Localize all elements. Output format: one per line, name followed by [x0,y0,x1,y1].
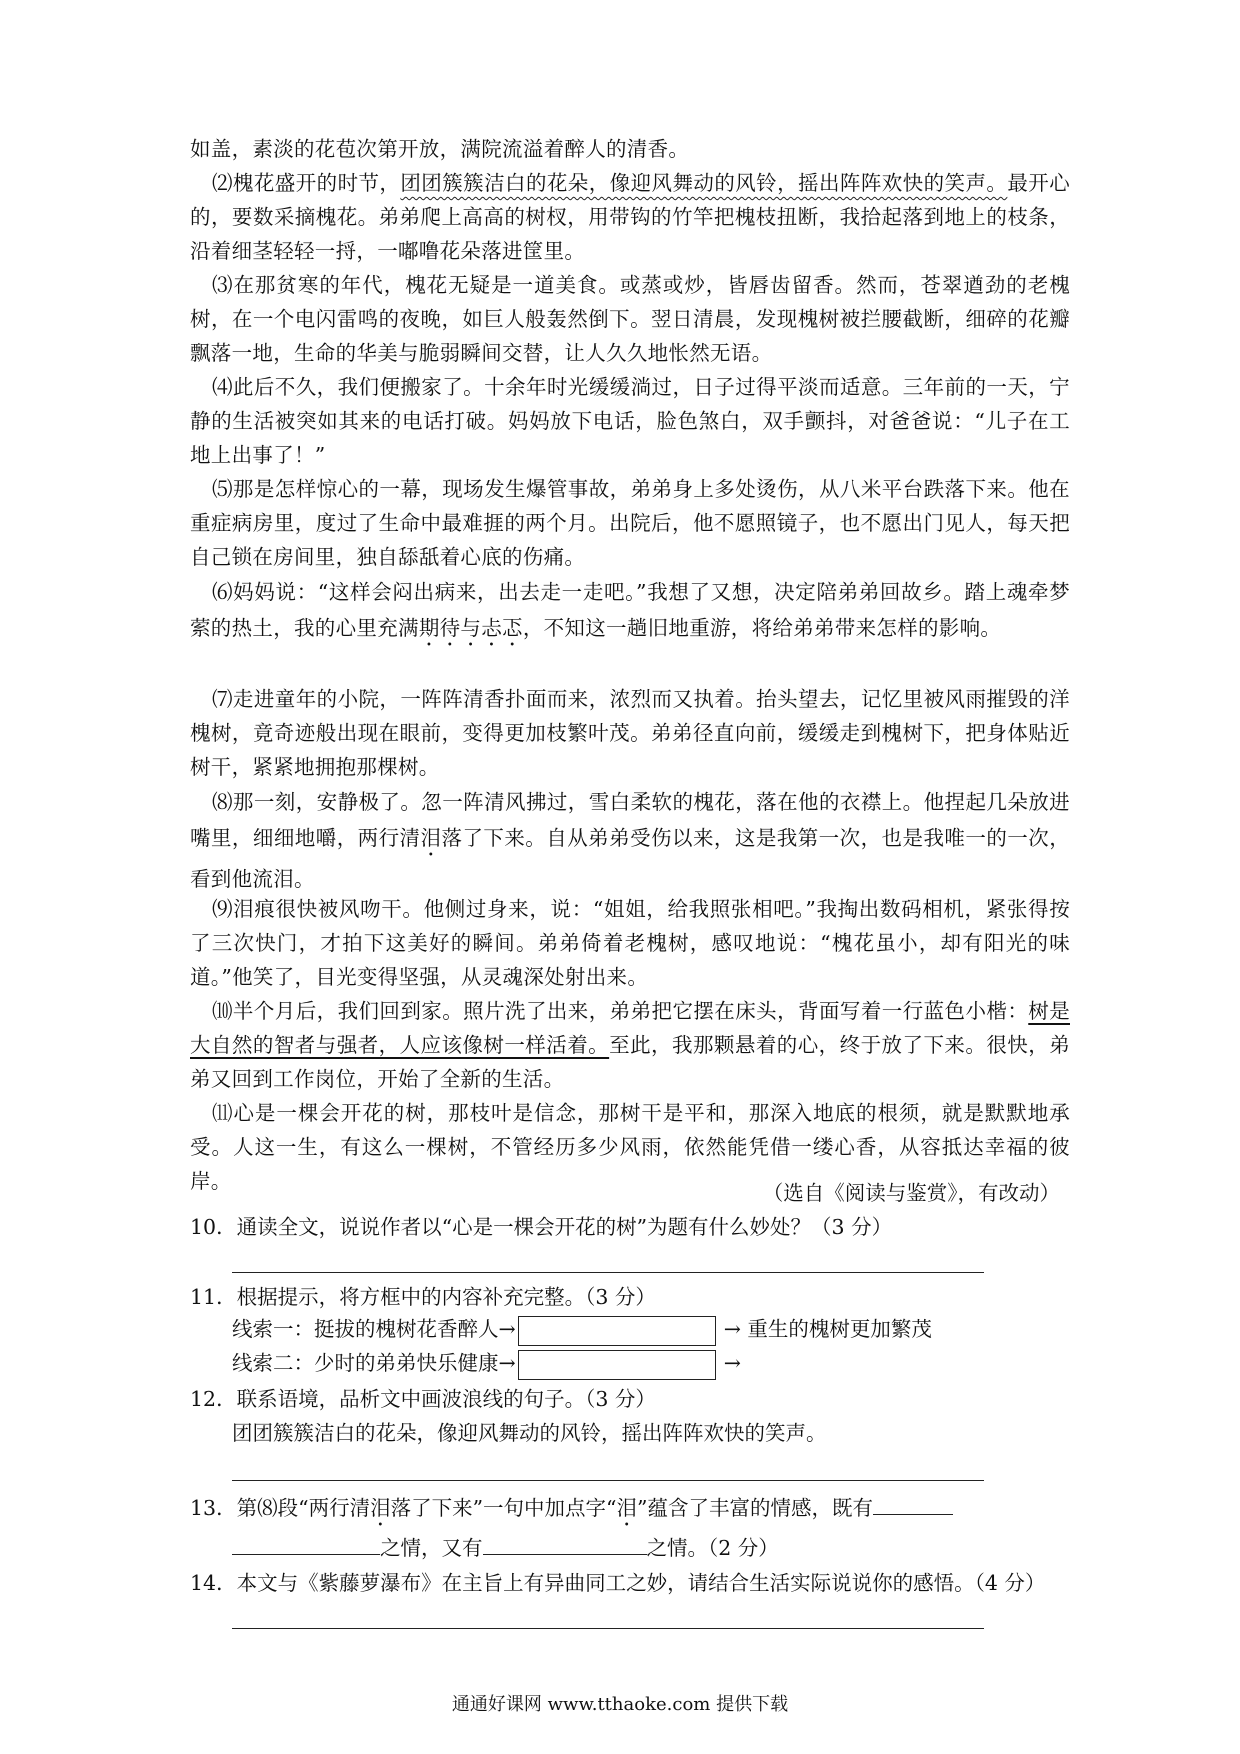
arrow-icon: → [723,1317,741,1341]
dotted-character: 泪 [370,1496,391,1520]
paragraph-11-text: ⑾心是一棵会开花的树，那枝叶是信念，那树干是平和，那深入地底的根须，就是默默地承受。人这一生，有这么一棵树，不管经历多少风雨，依然能凭借一缕心香，从容抵达幸福的彼岸。 [190,1101,1070,1193]
paragraph-4 [190,370,1070,472]
question-13-part-c: ”蕴含了丰富的情感，既有 [637,1496,874,1520]
answer-blank-1b[interactable] [232,1530,380,1555]
clue-2-label: 线索二：少时的弟弟快乐健康 [232,1351,499,1375]
answer-line-14[interactable] [232,1628,984,1629]
paragraph-8-rest: 落了下来。自从弟弟受伤以来，这是我第一次，也是我唯一的一次，看到他流泪。 [190,826,1070,891]
answer-blank-1a[interactable] [873,1490,953,1515]
question-13-part-b: 落了下来”一句中加点字“ [390,1496,617,1520]
paragraph-1-text: 如盖，素淡的花苞次第开放，满院流溢着醉人的清香。 [190,137,690,161]
paragraph-9-text: ⑼泪痕很快被风吻干。他侧过身来，说：“姐姐，给我照张相吧。”我掏出数码相机，紧张得按了三次快门，才拍下这美好的瞬间。弟弟倚着老槐树，感叹地说：“槐花虽小，却有阳光的味道。”他笑了，目光变得坚强，从灵魂深处射出来。 [190,897,1070,989]
clue-2-row [232,1346,741,1380]
paragraph-10-rest: 至此，我那颗悬着的心，终于放了下来。很快，弟弟又回到工作岗位，开始了全新的生活。 [190,1033,1070,1091]
question-13 [190,1490,953,1531]
wavy-underlined-sentence: 团团簇簇洁白的花朵，像迎风舞动的风铃，摇出阵阵欢快的笑声。 [400,171,1008,195]
paragraph-2-start: ⑵槐花盛开的时节， [212,171,401,195]
paragraph-10-start: ⑽半个月后，我们回到家。照片洗了出来，弟弟把它摆在床头，背面写着一行蓝色小楷： [212,999,1029,1023]
clue-2-answer-box[interactable] [518,1350,716,1380]
question-13-part-a: 13．第⑻段“两行清 [190,1496,371,1520]
question-10: 10．通读全文，说说作者以“心是一棵会开花的树”为题有什么妙处？（3 分） [190,1215,893,1239]
question-12-sentence: 团团簇簇洁白的花朵，像迎风舞动的风铃，摇出阵阵欢快的笑声。 [232,1421,827,1445]
paragraph-7 [190,682,1070,784]
question-13-mid: 之情，又有 [380,1536,483,1560]
question-13-line-2 [232,1530,779,1565]
clue-1-label: 线索一：挺拔的槐树花香醉人 [232,1317,499,1341]
question-12: 12．联系语境，品析文中画波浪线的句子。（3 分） [190,1387,656,1411]
source-note: （选自《阅读与鉴赏》，有改动） [762,1181,1060,1205]
arrow-icon: → [498,1351,516,1375]
clue-1-answer-box[interactable] [518,1316,716,1346]
paragraph-2-rest: 最开心的，要数采摘槐花。弟弟爬上高高的树杈，用带钩的竹竿把槐枝扭断，我拾起落到地上的枝条，沿着细茎轻轻一捋，一嘟噜花朵落进筐里。 [190,171,1071,263]
paragraph-10 [190,994,1070,1096]
dotted-character: 泪 [616,1496,638,1520]
answer-line-10[interactable] [232,1272,984,1273]
answer-blank-2[interactable] [483,1530,647,1555]
clue-1-end: 重生的槐树更加繁茂 [747,1317,932,1341]
question-11: 11．根据提示，将方框中的内容补充完整。（3 分） [190,1285,656,1309]
paragraph-8 [190,784,1070,897]
question-13-end: 之情。（2 分） [646,1536,779,1560]
paragraph-3-text: ⑶在那贫寒的年代，槐花无疑是一道美食。或蒸或炒，皆唇齿留香。然而，苍翠遒劲的老槐树，在一个电闪雷鸣的夜晚，如巨人般轰然倒下。翌日清晨，发现槐树被拦腰截断，细碎的花瓣飘落一地，生命的华美与脆弱瞬间交替，让人久久地怅然无语。 [190,273,1070,365]
dotted-character: 泪 [420,826,442,850]
paragraph-5 [190,472,1070,574]
paragraph-4-text: ⑷此后不久，我们便搬家了。十余年时光缓缓淌过，日子过得平淡而适意。三年前的一天，宁静的生活被突如其来的电话打破。妈妈放下电话，脸色煞白，双手颤抖，对爸爸说：“儿子在工地上出事了！” [190,375,1070,467]
paragraph-5-text: ⑸那是怎样惊心的一幕，现场发生爆管事故，弟弟身上多处烫伤，从八米平台跌落下来。他在重症病房里，度过了生命中最难捱的两个月。出院后，他不愿照镜子，也不愿出门见人，每天把自己锁在房间里，独自舔舐着心底的伤痛。 [190,477,1070,569]
paragraph-3 [190,268,1070,370]
paragraph-2 [190,166,1070,268]
page-footer: 通通好课网 www.tthaoke.com 提供下载 [451,1694,789,1715]
paragraph-8-start: ⑻那一刻，安静极了。忽一阵清风拂过，雪白柔软的槐花，落在他的衣襟上。他捏起几朵放进嘴里，细细地嚼，两行清 [190,790,1070,850]
paragraph-1-tail [190,132,1070,166]
arrow-icon: → [723,1351,741,1375]
paragraph-7-text: ⑺走进童年的小院，一阵阵清香扑面而来，浓烈而又执着。抬头望去，记忆里被风雨摧毁的洋槐树，竟奇迹般出现在眼前，变得更加枝繁叶茂。弟弟径直向前，缓缓走到槐树下，把身体贴近树干，紧紧地拥抱那棵树。 [190,687,1070,779]
paragraph-6 [190,574,1070,651]
arrow-icon: → [498,1317,516,1341]
clue-1-row [232,1312,932,1346]
paragraph-6-rest: ，不知这一趟旧地重游，将给弟弟带来怎样的影响。 [522,616,1002,640]
paragraph-9 [190,892,1070,994]
question-14: 14．本文与《紫藤萝瀑布》在主旨上有异曲同工之妙，请结合生活实际说说你的感悟。（4 分） [190,1571,1046,1595]
answer-line-12[interactable] [232,1480,984,1481]
underlined-sentence: 树是大自然的智者与强者，人应该像树一样活着。 [190,999,1070,1057]
paragraph-6-start: ⑹妈妈说：“这样会闷出病来，出去走一走吧。”我想了又想，决定陪弟弟回故乡。踏上魂牵梦萦的热土，我的心里充满 [190,580,1070,640]
dotted-phrase: 期待与忐忑 [418,616,523,640]
